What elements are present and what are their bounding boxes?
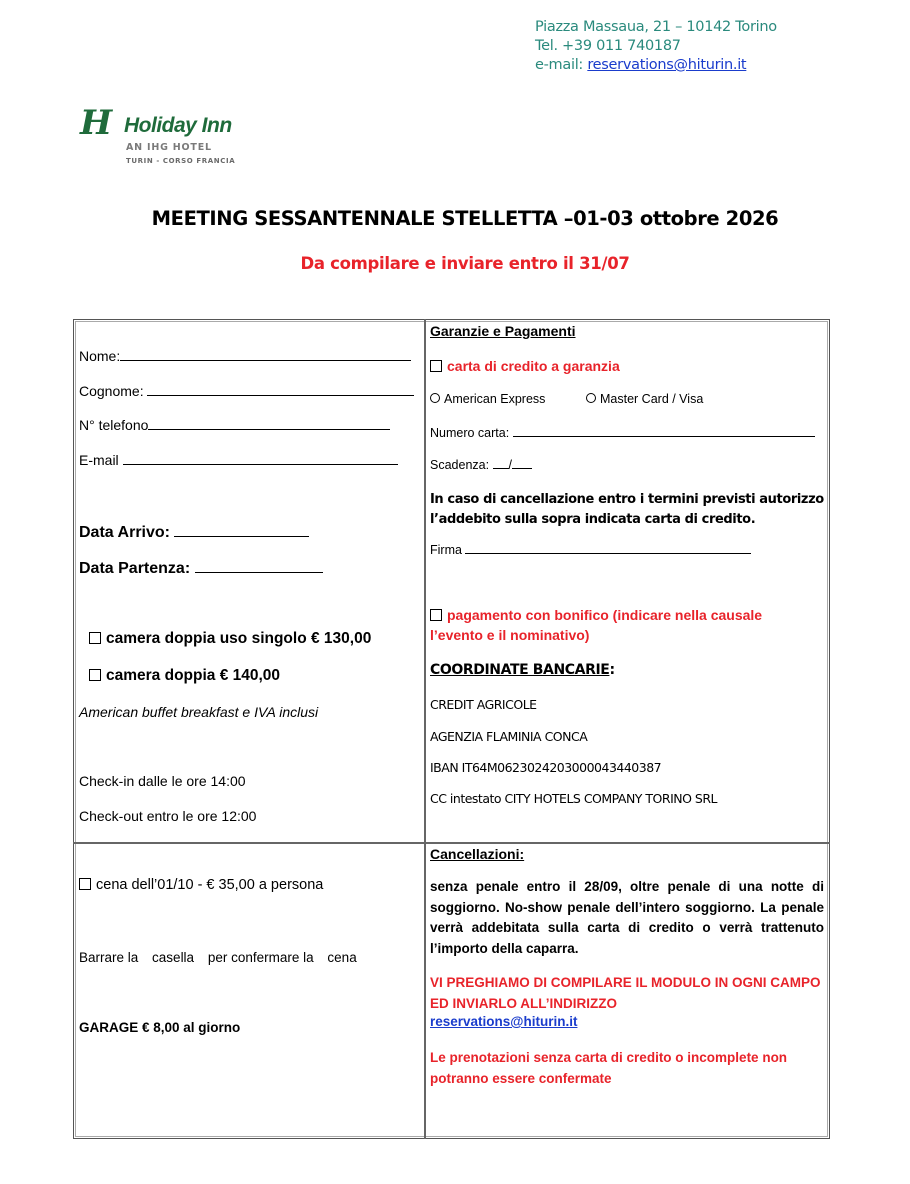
expiry-separator: / (508, 458, 513, 472)
row-divider (73, 842, 830, 844)
checkbox-icon[interactable] (79, 878, 91, 890)
bank-heading-colon: : (609, 662, 615, 678)
breakfast-note: American buffet breakfast e IVA inclusi (79, 704, 319, 720)
bank-transfer-option-cont: l’evento e il nominativo) (430, 627, 590, 643)
logo-brand-name: Holiday Inn (124, 114, 232, 137)
cognome-label: Cognome: (79, 383, 148, 399)
holiday-inn-logo (80, 103, 270, 170)
logo-tagline: AN IHG HOTEL (126, 142, 212, 153)
expiry-label: Scadenza: (430, 458, 493, 472)
telefono-field[interactable] (79, 417, 390, 433)
checkbox-icon[interactable] (430, 609, 442, 621)
email-field-label: E-mail (79, 452, 123, 468)
bank-heading-text: COORDINATE BANCARIE (430, 662, 610, 678)
telefono-label: N° telefono (79, 417, 149, 433)
bank-transfer-option-label: pagamento con bonifico (indicare nella causale (447, 607, 763, 623)
card-type-amex[interactable] (430, 392, 545, 406)
room-option-double[interactable] (89, 667, 280, 685)
expiry-month-line[interactable] (493, 458, 509, 469)
instruction-text: VI PREGHIAMO DI COMPILARE IL MODULO IN OGNI CAMPO ED INVIARLO ALL’INDIRIZZO (430, 975, 821, 1011)
card-type-amex-label: American Express (444, 392, 546, 406)
expiry-year-line[interactable] (512, 458, 532, 469)
card-type-mastercard-visa[interactable] (586, 392, 703, 406)
dinner-note-word: per confermare la (207, 950, 314, 965)
cognome-field[interactable] (79, 383, 414, 399)
reservations-email-link[interactable]: reservations@hiturin.it (430, 1014, 578, 1029)
signature-label: Firma (430, 543, 466, 557)
email-input-line[interactable] (123, 452, 398, 465)
data-arrivo-field[interactable] (79, 522, 309, 542)
card-authorization-text: In caso di cancellazione entro i termini previsti autorizzo l’addebito sulla sopra indicata carta di credito. (430, 492, 824, 527)
nome-input-line[interactable] (120, 348, 411, 361)
bank-name: CREDIT AGRICOLE (430, 697, 537, 712)
data-partenza-input-line[interactable] (195, 558, 323, 573)
checkbox-icon[interactable] (89, 632, 101, 644)
logo-h-mark-icon: H (80, 103, 113, 143)
data-arrivo-label: Data Arrivo: (79, 524, 175, 541)
page-subtitle: Da compilare e inviare entro il 31/07 (300, 254, 630, 273)
dinner-note-word: cena (327, 950, 357, 965)
checkbox-icon[interactable] (89, 669, 101, 681)
signature-field[interactable] (430, 543, 751, 557)
card-number-field[interactable] (430, 426, 815, 440)
room-option-double-label: camera doppia € 140,00 (106, 667, 281, 684)
radio-icon[interactable] (586, 393, 596, 403)
logo-location: TURIN - CORSO FRANCIA (126, 157, 236, 165)
payment-heading: Garanzie e Pagamenti (430, 323, 576, 339)
hotel-contact (535, 18, 777, 75)
hotel-email-link[interactable]: reservations@hiturin.it (587, 57, 747, 73)
data-partenza-label: Data Partenza: (79, 560, 195, 577)
expiry-field[interactable] (430, 458, 532, 472)
bank-iban: IBAN IT64M0623024203000043440387 (430, 760, 662, 775)
card-type-mc-label: Master Card / Visa (600, 392, 704, 406)
card-number-label: Numero carta: (430, 426, 513, 440)
dinner-note-word: Barrare la (79, 950, 139, 965)
cancellation-heading: Cancellazioni: (430, 846, 525, 862)
bank-coordinates-heading (430, 662, 615, 678)
checkbox-icon[interactable] (430, 360, 442, 372)
garage-price: GARAGE € 8,00 al giorno (79, 1020, 241, 1035)
hotel-address: Piazza Massaua, 21 – 10142 Torino (535, 19, 777, 35)
dinner-option-label: cena dell’01/10 - € 35,00 a persona (96, 877, 324, 893)
email-field[interactable] (79, 452, 398, 468)
data-partenza-field[interactable] (79, 558, 323, 578)
cancellation-policy: senza penale entro il 28/09, oltre penale di una notte di soggiorno. No-show penale dell’intero soggiorno. La penale verrà addebitata sulla carta di credito o verrà trattenuto l’importo della caparra. (430, 879, 824, 956)
bank-account-holder: CC intestato CITY HOTELS COMPANY TORINO SRL (430, 791, 718, 806)
card-number-input-line[interactable] (513, 426, 815, 437)
checkout-time: Check-out entro le ore 12:00 (79, 808, 257, 824)
dinner-option[interactable] (79, 877, 323, 893)
bank-transfer-option[interactable] (430, 607, 762, 623)
credit-card-option-label: carta di credito a garanzia (447, 358, 620, 374)
email-label: e-mail: (535, 57, 588, 73)
bank-branch: AGENZIA FLAMINIA CONCA (430, 729, 588, 744)
incomplete-warning: Le prenotazioni senza carta di credito o incomplete non potranno essere confermate (430, 1050, 788, 1086)
page-title: MEETING SESSANTENNALE STELLETTA –01-03 ottobre 2026 (151, 207, 779, 230)
cognome-input-line[interactable] (147, 383, 414, 396)
nome-label: Nome: (79, 348, 121, 364)
hotel-email-line (535, 56, 777, 75)
signature-input-line[interactable] (465, 543, 751, 554)
telefono-input-line[interactable] (148, 417, 390, 430)
room-option-single[interactable] (89, 630, 371, 648)
radio-icon[interactable] (430, 393, 440, 403)
dinner-note-word: casella (152, 950, 195, 965)
nome-field[interactable] (79, 348, 411, 364)
credit-card-option[interactable] (430, 358, 620, 374)
room-option-single-label: camera doppia uso singolo € 130,00 (106, 630, 372, 647)
column-divider (424, 319, 426, 1139)
data-arrivo-input-line[interactable] (174, 522, 309, 537)
dinner-note (79, 950, 357, 965)
hotel-phone: Tel. +39 011 740187 (535, 38, 681, 54)
checkin-time: Check-in dalle le ore 14:00 (79, 773, 246, 789)
